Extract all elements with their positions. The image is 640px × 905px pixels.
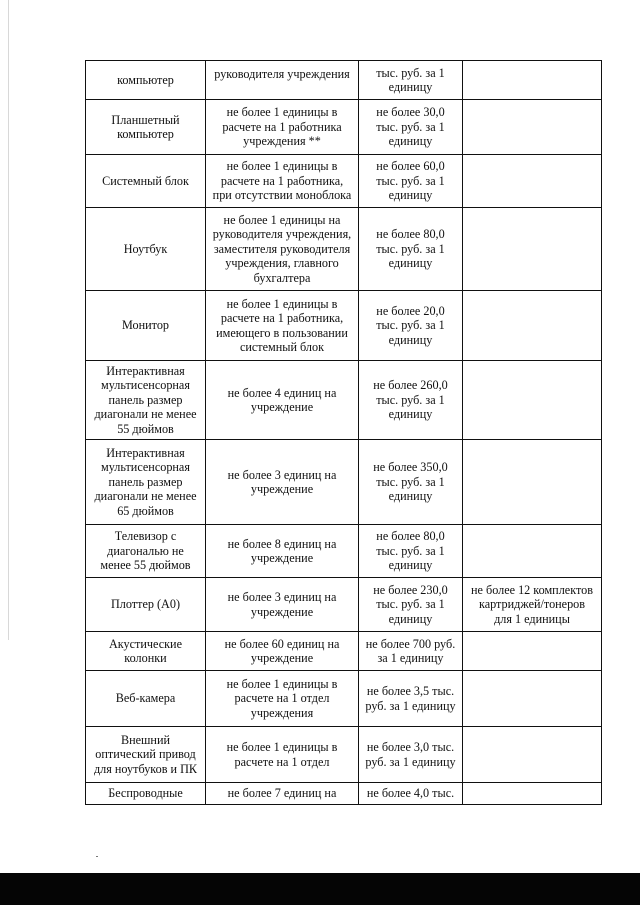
- quantity-cell: руководителя учреждения: [206, 61, 359, 100]
- table-row: [86, 727, 602, 783]
- equipment-name-cell: Монитор: [86, 291, 206, 361]
- table-row: [86, 783, 602, 805]
- price-cell: не более 20,0 тыс. руб. за 1 единицу: [359, 291, 463, 361]
- note-cell: [463, 361, 602, 440]
- table-row: [86, 100, 602, 155]
- price-cell: не более 3,0 тыс. руб. за 1 единицу: [359, 727, 463, 783]
- equipment-name-cell: Системный блок: [86, 155, 206, 208]
- page-edge-line: [8, 0, 9, 640]
- equipment-name-cell: компьютер: [86, 61, 206, 100]
- note-cell: [463, 100, 602, 155]
- note-cell: не более 12 комплектов картриджей/тонеров для 1 единицы: [463, 578, 602, 632]
- equipment-name-cell: Интерактивная мультисенсорная панель размер диагонали не менее 55 дюймов: [86, 361, 206, 440]
- equipment-name-cell: Телевизор с диагональю не менее 55 дюймов: [86, 525, 206, 578]
- table-row: [86, 155, 602, 208]
- price-cell: не более 80,0 тыс. руб. за 1 единицу: [359, 208, 463, 291]
- equipment-name-cell: Внешний оптический привод для ноутбуков и ПК: [86, 727, 206, 783]
- note-cell: [463, 61, 602, 100]
- table-row: [86, 578, 602, 632]
- quantity-cell: не более 60 единиц на учреждение: [206, 632, 359, 671]
- quantity-cell: не более 3 единиц на учреждение: [206, 578, 359, 632]
- price-cell: не более 260,0 тыс. руб. за 1 единицу: [359, 361, 463, 440]
- equipment-name-cell: Акустические колонки: [86, 632, 206, 671]
- note-cell: [463, 727, 602, 783]
- note-cell: [463, 155, 602, 208]
- table-row: [86, 525, 602, 578]
- note-cell: [463, 208, 602, 291]
- price-cell: не более 700 руб. за 1 единицу: [359, 632, 463, 671]
- equipment-name-cell: Веб-камера: [86, 671, 206, 727]
- note-cell: [463, 525, 602, 578]
- table-row: [86, 671, 602, 727]
- scan-bottom-border: [0, 873, 640, 905]
- table-row: [86, 61, 602, 100]
- quantity-cell: не более 1 единицы на руководителя учреждения, заместителя руководителя учреждения, главного бухгалтера: [206, 208, 359, 291]
- quantity-cell: не более 1 единицы в расчете на 1 отдел учреждения: [206, 671, 359, 727]
- equipment-name-cell: Беспроводные: [86, 783, 206, 805]
- equipment-norms-table: [85, 60, 602, 805]
- equipment-name-cell: Ноутбук: [86, 208, 206, 291]
- price-cell: не более 30,0 тыс. руб. за 1 единицу: [359, 100, 463, 155]
- note-cell: [463, 783, 602, 805]
- quantity-cell: не более 1 единицы в расчете на 1 работника, при отсутствии моноблока: [206, 155, 359, 208]
- price-cell: не более 350,0 тыс. руб. за 1 единицу: [359, 440, 463, 525]
- note-cell: [463, 632, 602, 671]
- table-row: [86, 291, 602, 361]
- note-cell: [463, 291, 602, 361]
- price-cell: не более 80,0 тыс. руб. за 1 единицу: [359, 525, 463, 578]
- price-cell: не более 3,5 тыс. руб. за 1 единицу: [359, 671, 463, 727]
- price-cell: не более 230,0 тыс. руб. за 1 единицу: [359, 578, 463, 632]
- note-cell: [463, 440, 602, 525]
- equipment-name-cell: Интерактивная мультисенсорная панель размер диагонали не менее 65 дюймов: [86, 440, 206, 525]
- price-cell: тыс. руб. за 1 единицу: [359, 61, 463, 100]
- quantity-cell: не более 3 единиц на учреждение: [206, 440, 359, 525]
- price-cell: не более 4,0 тыс.: [359, 783, 463, 805]
- quantity-cell: не более 4 единиц на учреждение: [206, 361, 359, 440]
- quantity-cell: не более 1 единицы в расчете на 1 работника, имеющего в пользовании системный блок: [206, 291, 359, 361]
- equipment-name-cell: Плоттер (А0): [86, 578, 206, 632]
- quantity-cell: не более 1 единицы в расчете на 1 отдел: [206, 727, 359, 783]
- note-cell: [463, 671, 602, 727]
- quantity-cell: не более 7 единиц на: [206, 783, 359, 805]
- table-row: [86, 440, 602, 525]
- scan-speck: [96, 856, 98, 857]
- quantity-cell: не более 8 единиц на учреждение: [206, 525, 359, 578]
- quantity-cell: не более 1 единицы в расчете на 1 работника учреждения **: [206, 100, 359, 155]
- equipment-name-cell: Планшетный компьютер: [86, 100, 206, 155]
- table-row: [86, 208, 602, 291]
- table-row: [86, 361, 602, 440]
- table-row: [86, 632, 602, 671]
- price-cell: не более 60,0 тыс. руб. за 1 единицу: [359, 155, 463, 208]
